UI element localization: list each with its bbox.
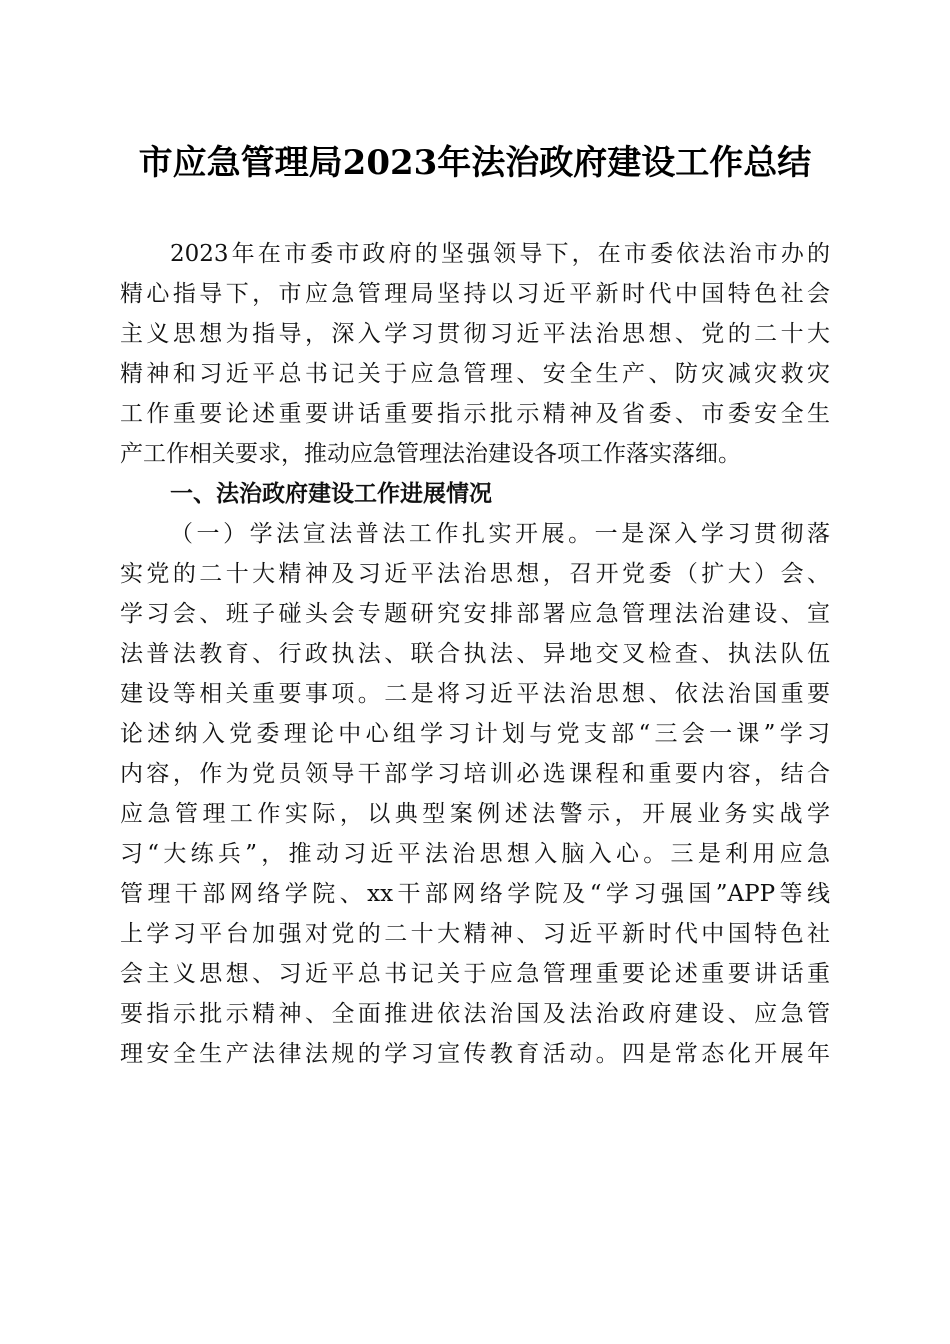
paragraph-line: 学习会、班子碰头会专题研究安排部署应急管理法治建设、宣 bbox=[120, 601, 830, 627]
paragraph-line: 理安全生产法律法规的学习宣传教育活动。四是常态化开展年 bbox=[120, 1041, 830, 1067]
paragraph-line: 要指示批示精神、全面推进依法治国及法治政府建设、应急管 bbox=[120, 1001, 830, 1027]
section-heading: 一、法治政府建设工作进展情况 bbox=[170, 481, 492, 507]
intro-paragraph bbox=[120, 234, 830, 474]
paragraph-line: 2023年在市委市政府的坚强领导下，在市委依法治市办的 bbox=[170, 241, 830, 267]
paragraph-line: 管理干部网络学院、xx干部网络学院及“学习强国”APP等线 bbox=[120, 881, 830, 907]
paragraph-line: 主义思想为指导，深入学习贯彻习近平法治思想、党的二十大 bbox=[120, 321, 830, 347]
paragraph-line: 法普法教育、行政执法、联合执法、异地交叉检查、执法队伍 bbox=[120, 641, 830, 667]
paragraph-line: 习“大练兵”，推动习近平法治思想入脑入心。三是利用应急 bbox=[120, 841, 830, 867]
paragraph-line: 产工作相关要求，推动应急管理法治建设各项工作落实落细。 bbox=[120, 441, 741, 467]
paragraph-line: 精神和习近平总书记关于应急管理、安全生产、防灾减灾救灾 bbox=[120, 361, 830, 387]
paragraph-line: 应急管理工作实际，以典型案例述法警示，开展业务实战学 bbox=[120, 801, 830, 827]
paragraph-line: 内容，作为党员领导干部学习培训必选课程和重要内容，结合 bbox=[120, 761, 830, 787]
paragraph-line: （一）学法宣法普法工作扎实开展。一是深入学习贯彻落 bbox=[170, 521, 830, 547]
document-title: 市应急管理局2023年法治政府建设工作总结 bbox=[138, 143, 812, 183]
paragraph-line: 建设等相关重要事项。二是将习近平法治思想、依法治国重要 bbox=[120, 681, 830, 707]
document-body bbox=[120, 234, 830, 1074]
paragraph-line: 会主义思想、习近平总书记关于应急管理重要论述重要讲话重 bbox=[120, 961, 830, 987]
paragraph-line: 工作重要论述重要讲话重要指示批示精神及省委、市委安全生 bbox=[120, 401, 830, 427]
paragraph-line: 精心指导下，市应急管理局坚持以习近平新时代中国特色社会 bbox=[120, 281, 830, 307]
paragraph-line: 论述纳入党委理论中心组学习计划与党支部“三会一课”学习 bbox=[120, 721, 830, 747]
paragraph-line: 上学习平台加强对党的二十大精神、习近平新时代中国特色社 bbox=[120, 921, 830, 947]
paragraph-line: 实党的二十大精神及习近平法治思想，召开党委（扩大）会、 bbox=[120, 561, 830, 587]
section-paragraph bbox=[120, 514, 830, 1074]
